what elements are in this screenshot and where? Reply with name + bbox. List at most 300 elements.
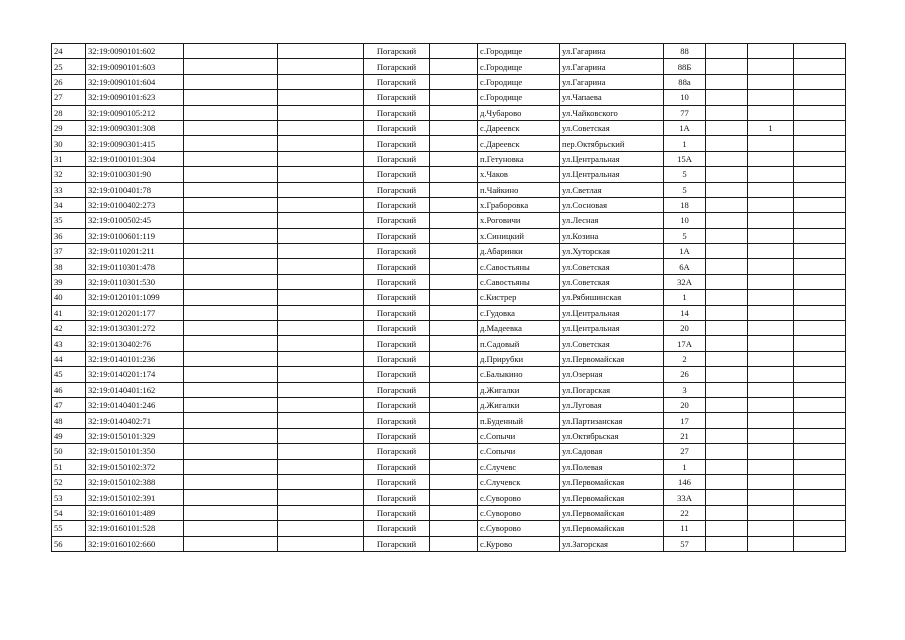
settlement: п.Садовый bbox=[478, 336, 560, 351]
empty-cell bbox=[184, 59, 278, 74]
district: Погарский bbox=[364, 336, 430, 351]
empty-cell bbox=[794, 382, 846, 397]
row-number: 35 bbox=[52, 213, 86, 228]
cadastral-number: 32:19:0100301:90 bbox=[86, 167, 184, 182]
empty-cell bbox=[278, 151, 364, 166]
empty-cell bbox=[430, 59, 478, 74]
cadastral-number: 32:19:0100402:273 bbox=[86, 197, 184, 212]
empty-cell bbox=[430, 397, 478, 412]
empty-cell bbox=[706, 213, 748, 228]
empty-cell bbox=[706, 90, 748, 105]
extra-value bbox=[748, 105, 794, 120]
table-row bbox=[52, 228, 846, 243]
district: Погарский bbox=[364, 197, 430, 212]
extra-value bbox=[748, 367, 794, 382]
street: ул.Центральная bbox=[560, 321, 664, 336]
empty-cell bbox=[430, 259, 478, 274]
table-row bbox=[52, 367, 846, 382]
extra-value bbox=[748, 321, 794, 336]
house-number: 18 bbox=[664, 197, 706, 212]
empty-cell bbox=[794, 151, 846, 166]
empty-cell bbox=[794, 44, 846, 59]
empty-cell bbox=[706, 536, 748, 551]
settlement: с.Савостьяны bbox=[478, 274, 560, 289]
table-row bbox=[52, 413, 846, 428]
empty-cell bbox=[184, 505, 278, 520]
empty-cell bbox=[706, 120, 748, 135]
house-number: 10 bbox=[664, 213, 706, 228]
empty-cell bbox=[430, 413, 478, 428]
registry-table bbox=[51, 43, 846, 552]
empty-cell bbox=[794, 59, 846, 74]
cadastral-number: 32:19:0130301:272 bbox=[86, 321, 184, 336]
empty-cell bbox=[278, 228, 364, 243]
street: ул.Первомайская bbox=[560, 351, 664, 366]
empty-cell bbox=[278, 428, 364, 443]
street: ул.Центральная bbox=[560, 305, 664, 320]
district: Погарский bbox=[364, 136, 430, 151]
district: Погарский bbox=[364, 305, 430, 320]
cadastral-number: 32:19:0160101:528 bbox=[86, 521, 184, 536]
empty-cell bbox=[430, 213, 478, 228]
cadastral-number: 32:19:0100401:78 bbox=[86, 182, 184, 197]
empty-cell bbox=[794, 490, 846, 505]
table-row bbox=[52, 505, 846, 520]
settlement: с.Городище bbox=[478, 44, 560, 59]
extra-value bbox=[748, 336, 794, 351]
empty-cell bbox=[184, 521, 278, 536]
empty-cell bbox=[794, 182, 846, 197]
empty-cell bbox=[706, 367, 748, 382]
house-number: 22 bbox=[664, 505, 706, 520]
empty-cell bbox=[184, 536, 278, 551]
street: ул.Луговая bbox=[560, 397, 664, 412]
street: ул.Загорская bbox=[560, 536, 664, 551]
district: Погарский bbox=[364, 444, 430, 459]
street: ул.Первомайская bbox=[560, 521, 664, 536]
empty-cell bbox=[794, 536, 846, 551]
empty-cell bbox=[706, 167, 748, 182]
empty-cell bbox=[794, 367, 846, 382]
empty-cell bbox=[430, 536, 478, 551]
empty-cell bbox=[706, 351, 748, 366]
empty-cell bbox=[794, 336, 846, 351]
house-number: 57 bbox=[664, 536, 706, 551]
house-number: 10 bbox=[664, 90, 706, 105]
street: ул.Советская bbox=[560, 120, 664, 135]
extra-value bbox=[748, 197, 794, 212]
table-row bbox=[52, 105, 846, 120]
empty-cell bbox=[184, 351, 278, 366]
district: Погарский bbox=[364, 351, 430, 366]
empty-cell bbox=[706, 444, 748, 459]
empty-cell bbox=[794, 290, 846, 305]
table-row bbox=[52, 244, 846, 259]
street: ул.Центральная bbox=[560, 167, 664, 182]
row-number: 42 bbox=[52, 321, 86, 336]
empty-cell bbox=[430, 351, 478, 366]
empty-cell bbox=[706, 382, 748, 397]
house-number: 26 bbox=[664, 367, 706, 382]
extra-value bbox=[748, 521, 794, 536]
table-row bbox=[52, 182, 846, 197]
table-row bbox=[52, 382, 846, 397]
cadastral-number: 32:19:0150102:391 bbox=[86, 490, 184, 505]
cadastral-number: 32:19:0100601:119 bbox=[86, 228, 184, 243]
empty-cell bbox=[794, 521, 846, 536]
empty-cell bbox=[278, 105, 364, 120]
empty-cell bbox=[706, 259, 748, 274]
empty-cell bbox=[184, 213, 278, 228]
empty-cell bbox=[706, 321, 748, 336]
cadastral-number: 32:19:0110301:530 bbox=[86, 274, 184, 289]
street: ул.Центральная bbox=[560, 151, 664, 166]
empty-cell bbox=[706, 459, 748, 474]
extra-value bbox=[748, 474, 794, 489]
empty-cell bbox=[278, 444, 364, 459]
street: ул.Чапаева bbox=[560, 90, 664, 105]
empty-cell bbox=[278, 321, 364, 336]
row-number: 37 bbox=[52, 244, 86, 259]
street: ул.Октябрьская bbox=[560, 428, 664, 443]
settlement: п.Чайкино bbox=[478, 182, 560, 197]
table-row bbox=[52, 490, 846, 505]
empty-cell bbox=[706, 151, 748, 166]
extra-value bbox=[748, 167, 794, 182]
street: ул.Светлая bbox=[560, 182, 664, 197]
district: Погарский bbox=[364, 413, 430, 428]
row-number: 50 bbox=[52, 444, 86, 459]
table-row bbox=[52, 521, 846, 536]
extra-value bbox=[748, 459, 794, 474]
empty-cell bbox=[794, 474, 846, 489]
table-row bbox=[52, 536, 846, 551]
empty-cell bbox=[706, 505, 748, 520]
extra-value bbox=[748, 90, 794, 105]
extra-value bbox=[748, 536, 794, 551]
street: ул.Козина bbox=[560, 228, 664, 243]
empty-cell bbox=[278, 413, 364, 428]
street: ул.Чайковского bbox=[560, 105, 664, 120]
house-number: 5 bbox=[664, 167, 706, 182]
empty-cell bbox=[794, 167, 846, 182]
district: Погарский bbox=[364, 228, 430, 243]
empty-cell bbox=[794, 74, 846, 89]
empty-cell bbox=[706, 182, 748, 197]
row-number: 29 bbox=[52, 120, 86, 135]
empty-cell bbox=[278, 120, 364, 135]
street: ул.Хуторская bbox=[560, 244, 664, 259]
row-number: 43 bbox=[52, 336, 86, 351]
row-number: 51 bbox=[52, 459, 86, 474]
empty-cell bbox=[430, 474, 478, 489]
street: ул.Советская bbox=[560, 336, 664, 351]
street: ул.Погарская bbox=[560, 382, 664, 397]
extra-value bbox=[748, 74, 794, 89]
house-number: 11 bbox=[664, 521, 706, 536]
cadastral-number: 32:19:0120201:177 bbox=[86, 305, 184, 320]
empty-cell bbox=[184, 182, 278, 197]
empty-cell bbox=[794, 351, 846, 366]
settlement: с.Гудовка bbox=[478, 305, 560, 320]
empty-cell bbox=[278, 213, 364, 228]
empty-cell bbox=[430, 382, 478, 397]
cadastral-number: 32:19:0090301:308 bbox=[86, 120, 184, 135]
empty-cell bbox=[794, 413, 846, 428]
cadastral-number: 32:19:0110201:211 bbox=[86, 244, 184, 259]
table-row bbox=[52, 290, 846, 305]
extra-value bbox=[748, 244, 794, 259]
empty-cell bbox=[184, 290, 278, 305]
district: Погарский bbox=[364, 459, 430, 474]
empty-cell bbox=[430, 105, 478, 120]
district: Погарский bbox=[364, 120, 430, 135]
district: Погарский bbox=[364, 321, 430, 336]
empty-cell bbox=[706, 136, 748, 151]
empty-cell bbox=[278, 59, 364, 74]
empty-cell bbox=[184, 151, 278, 166]
empty-cell bbox=[184, 305, 278, 320]
street: ул.Первомайская bbox=[560, 490, 664, 505]
house-number: 32А bbox=[664, 274, 706, 289]
house-number: 88 bbox=[664, 44, 706, 59]
settlement: д.Абаринки bbox=[478, 244, 560, 259]
empty-cell bbox=[430, 321, 478, 336]
empty-cell bbox=[706, 397, 748, 412]
empty-cell bbox=[430, 444, 478, 459]
table-row bbox=[52, 151, 846, 166]
table-row bbox=[52, 397, 846, 412]
empty-cell bbox=[184, 336, 278, 351]
district: Погарский bbox=[364, 536, 430, 551]
empty-cell bbox=[706, 274, 748, 289]
house-number: 3 bbox=[664, 382, 706, 397]
empty-cell bbox=[184, 167, 278, 182]
empty-cell bbox=[278, 74, 364, 89]
street: ул.Гагарина bbox=[560, 74, 664, 89]
cadastral-number: 32:19:0160101:489 bbox=[86, 505, 184, 520]
empty-cell bbox=[794, 444, 846, 459]
cadastral-number: 32:19:0140101:236 bbox=[86, 351, 184, 366]
empty-cell bbox=[184, 382, 278, 397]
district: Погарский bbox=[364, 259, 430, 274]
district: Погарский bbox=[364, 397, 430, 412]
empty-cell bbox=[794, 90, 846, 105]
cadastral-number: 32:19:0090101:623 bbox=[86, 90, 184, 105]
table-row bbox=[52, 259, 846, 274]
table-body bbox=[52, 44, 846, 552]
empty-cell bbox=[430, 136, 478, 151]
row-number: 36 bbox=[52, 228, 86, 243]
empty-cell bbox=[278, 305, 364, 320]
house-number: 21 bbox=[664, 428, 706, 443]
house-number: 1 bbox=[664, 136, 706, 151]
table-row bbox=[52, 44, 846, 59]
empty-cell bbox=[706, 197, 748, 212]
settlement: х.Чаков bbox=[478, 167, 560, 182]
table-row bbox=[52, 90, 846, 105]
house-number: 6А bbox=[664, 259, 706, 274]
row-number: 45 bbox=[52, 367, 86, 382]
extra-value bbox=[748, 136, 794, 151]
district: Погарский bbox=[364, 105, 430, 120]
cadastral-number: 32:19:0090105:212 bbox=[86, 105, 184, 120]
cadastral-number: 32:19:0140201:174 bbox=[86, 367, 184, 382]
table-row bbox=[52, 474, 846, 489]
empty-cell bbox=[794, 259, 846, 274]
empty-cell bbox=[278, 136, 364, 151]
extra-value bbox=[748, 505, 794, 520]
empty-cell bbox=[278, 90, 364, 105]
table-row bbox=[52, 305, 846, 320]
empty-cell bbox=[430, 90, 478, 105]
district: Погарский bbox=[364, 44, 430, 59]
extra-value bbox=[748, 382, 794, 397]
row-number: 30 bbox=[52, 136, 86, 151]
row-number: 39 bbox=[52, 274, 86, 289]
empty-cell bbox=[794, 428, 846, 443]
empty-cell bbox=[430, 151, 478, 166]
district: Погарский bbox=[364, 90, 430, 105]
extra-value bbox=[748, 59, 794, 74]
empty-cell bbox=[706, 74, 748, 89]
row-number: 34 bbox=[52, 197, 86, 212]
empty-cell bbox=[184, 413, 278, 428]
cadastral-number: 32:19:0090101:602 bbox=[86, 44, 184, 59]
empty-cell bbox=[706, 228, 748, 243]
empty-cell bbox=[794, 321, 846, 336]
empty-cell bbox=[794, 120, 846, 135]
cadastral-number: 32:19:0100101:304 bbox=[86, 151, 184, 166]
empty-cell bbox=[430, 228, 478, 243]
empty-cell bbox=[706, 413, 748, 428]
house-number: 1А bbox=[664, 244, 706, 259]
empty-cell bbox=[278, 290, 364, 305]
empty-cell bbox=[794, 228, 846, 243]
row-number: 25 bbox=[52, 59, 86, 74]
district: Погарский bbox=[364, 367, 430, 382]
cadastral-number: 32:19:0150101:329 bbox=[86, 428, 184, 443]
empty-cell bbox=[794, 459, 846, 474]
empty-cell bbox=[278, 351, 364, 366]
house-number: 5 bbox=[664, 228, 706, 243]
house-number: 146 bbox=[664, 474, 706, 489]
empty-cell bbox=[184, 90, 278, 105]
extra-value bbox=[748, 151, 794, 166]
row-number: 47 bbox=[52, 397, 86, 412]
empty-cell bbox=[430, 44, 478, 59]
row-number: 24 bbox=[52, 44, 86, 59]
settlement: д.Жигалки bbox=[478, 382, 560, 397]
empty-cell bbox=[184, 274, 278, 289]
row-number: 27 bbox=[52, 90, 86, 105]
empty-cell bbox=[184, 136, 278, 151]
house-number: 2 bbox=[664, 351, 706, 366]
empty-cell bbox=[184, 321, 278, 336]
row-number: 44 bbox=[52, 351, 86, 366]
row-number: 49 bbox=[52, 428, 86, 443]
table-row bbox=[52, 120, 846, 135]
street: ул.Рябишинская bbox=[560, 290, 664, 305]
empty-cell bbox=[278, 536, 364, 551]
extra-value bbox=[748, 290, 794, 305]
empty-cell bbox=[706, 44, 748, 59]
table-row bbox=[52, 167, 846, 182]
empty-cell bbox=[794, 505, 846, 520]
cadastral-number: 32:19:0090301:415 bbox=[86, 136, 184, 151]
empty-cell bbox=[794, 274, 846, 289]
empty-cell bbox=[278, 505, 364, 520]
street: ул.Лесная bbox=[560, 213, 664, 228]
empty-cell bbox=[430, 274, 478, 289]
settlement: с.Балыкино bbox=[478, 367, 560, 382]
empty-cell bbox=[184, 244, 278, 259]
empty-cell bbox=[706, 305, 748, 320]
district: Погарский bbox=[364, 474, 430, 489]
table-row bbox=[52, 74, 846, 89]
empty-cell bbox=[430, 74, 478, 89]
extra-value bbox=[748, 444, 794, 459]
house-number: 33А bbox=[664, 490, 706, 505]
settlement: с.Городище bbox=[478, 59, 560, 74]
settlement: д.Чубарово bbox=[478, 105, 560, 120]
table-row bbox=[52, 197, 846, 212]
row-number: 28 bbox=[52, 105, 86, 120]
house-number: 20 bbox=[664, 397, 706, 412]
row-number: 55 bbox=[52, 521, 86, 536]
empty-cell bbox=[184, 490, 278, 505]
row-number: 46 bbox=[52, 382, 86, 397]
table-row bbox=[52, 336, 846, 351]
row-number: 48 bbox=[52, 413, 86, 428]
house-number: 17 bbox=[664, 413, 706, 428]
empty-cell bbox=[706, 490, 748, 505]
house-number: 27 bbox=[664, 444, 706, 459]
empty-cell bbox=[278, 197, 364, 212]
empty-cell bbox=[278, 44, 364, 59]
street: ул.Первомайская bbox=[560, 474, 664, 489]
settlement: с.Дареевск bbox=[478, 136, 560, 151]
street: ул.Полевая bbox=[560, 459, 664, 474]
empty-cell bbox=[278, 490, 364, 505]
house-number: 17А bbox=[664, 336, 706, 351]
district: Погарский bbox=[364, 244, 430, 259]
empty-cell bbox=[430, 459, 478, 474]
empty-cell bbox=[278, 397, 364, 412]
settlement: с.Савостьяны bbox=[478, 259, 560, 274]
empty-cell bbox=[184, 120, 278, 135]
house-number: 20 bbox=[664, 321, 706, 336]
table-row bbox=[52, 59, 846, 74]
house-number: 1 bbox=[664, 290, 706, 305]
empty-cell bbox=[430, 244, 478, 259]
settlement: с.Сопычи bbox=[478, 444, 560, 459]
cadastral-number: 32:19:0090101:604 bbox=[86, 74, 184, 89]
settlement: с.Случевск bbox=[478, 474, 560, 489]
empty-cell bbox=[278, 382, 364, 397]
street: ул.Первомайская bbox=[560, 505, 664, 520]
district: Погарский bbox=[364, 382, 430, 397]
empty-cell bbox=[430, 197, 478, 212]
settlement: х.Роговичи bbox=[478, 213, 560, 228]
settlement: с.Дареевск bbox=[478, 120, 560, 135]
street: ул.Советская bbox=[560, 274, 664, 289]
empty-cell bbox=[430, 490, 478, 505]
row-number: 40 bbox=[52, 290, 86, 305]
row-number: 56 bbox=[52, 536, 86, 551]
street: ул.Советская bbox=[560, 259, 664, 274]
cadastral-number: 32:19:0140401:162 bbox=[86, 382, 184, 397]
